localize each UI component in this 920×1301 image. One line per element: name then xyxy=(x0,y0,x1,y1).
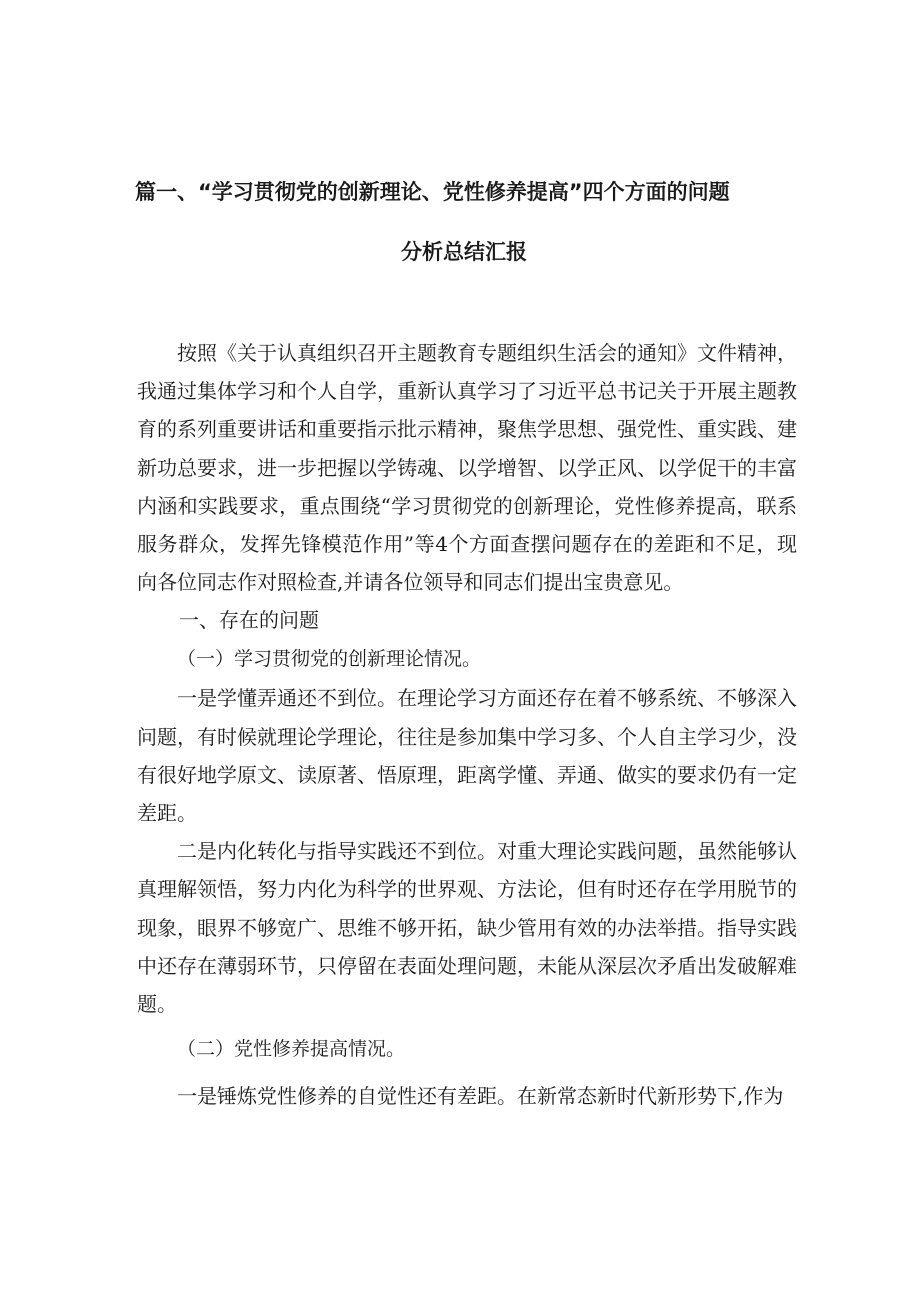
subsection-heading-2: （二）党性修养提高情况。 xyxy=(177,1038,406,1061)
paragraph-2-1: 一是锤炼党性修养的自觉性还有差距。在新常态新时代新形势下,作为 xyxy=(177,1084,784,1109)
intro-paragraph: 按照《关于认真组织召开主题教育专题组织生活会的通知》文件精神，我通过集体学习和个人自学，重新认真学习了习近平总书记关于开展主题教育的系列重要讲话和重要指示批示精神，聚焦学思想、强党性、重实践、建新功总要求，进一步把握以学铸魂、以学增智、以学正风、以学促干的丰富内涵和实践要求，重点围绕“学习贯彻党的创新理论，党性修养提高，联系服务群众，发挥先锋模范作用”等4个方面查摆问题存在的差距和不足，现向各位同志作对照检查,并请各位领导和同志们提出宝贵意见。 xyxy=(137,341,797,595)
document-title-line-1: 篇一、“学习贯彻党的创新理论、党性修养提高”四个方面的问题 xyxy=(135,180,730,204)
subsection-heading-1: （一）学习贯彻党的创新理论情况。 xyxy=(177,648,482,671)
document-body xyxy=(137,334,797,1115)
paragraph-1-2: 二是内化转化与指导实践还不到位。对重大理论实践问题，虽然能够认真理解领悟，努力内化为科学的世界观、方法论，但有时还存在学用脱节的现象，眼界不够宽广、思维不够开拓，缺少管用有效的办法举措。指导实践中还存在薄弱环节，只停留在表面处理问题，未能从深层次矛盾出发破解难题。 xyxy=(137,839,797,1017)
paragraph-1-1: 一是学懂弄通还不到位。在理论学习方面还存在着不够系统、不够深入问题，有时候就理论学理论，往往是参加集中学习多、个人自主学习少，没有很好地学原文、读原著、悟原理，距离学懂、弄通、做实的要求仍有一定差距。 xyxy=(137,686,797,826)
section-heading-problems: 一、存在的问题 xyxy=(179,608,319,633)
document-title-line-2: 分析总结汇报 xyxy=(401,240,527,264)
